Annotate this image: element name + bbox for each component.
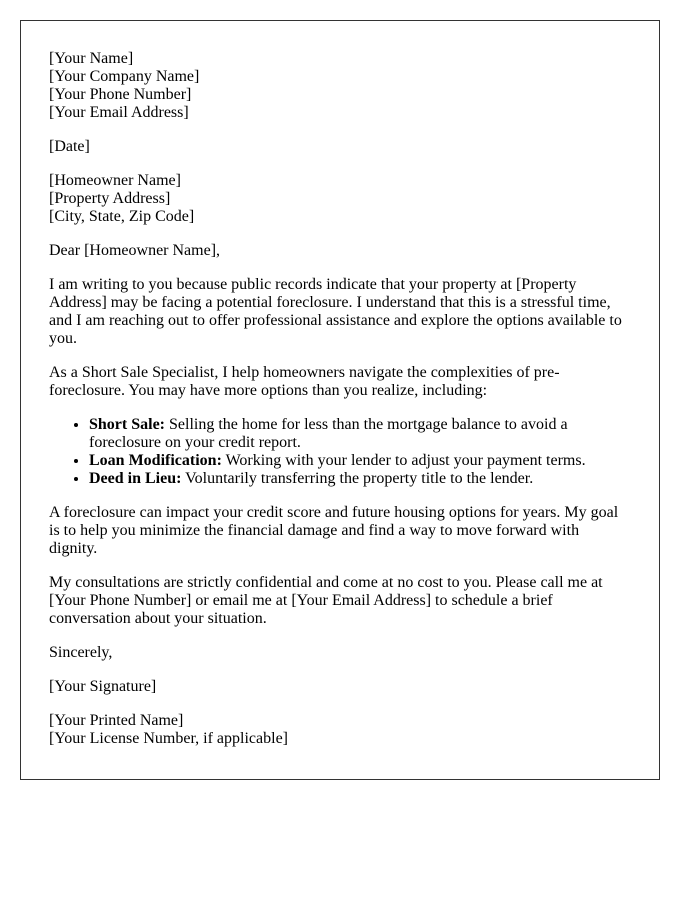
options-list <box>49 416 631 488</box>
option-description: Working with your lender to adjust your payment terms. <box>221 452 586 469</box>
sender-phone: [Your Phone Number] <box>49 86 192 103</box>
paragraph-contact: My consultations are strictly confidential and come at no cost to you. Please call me at [Your Phone Number] or email me at [Your Email Address] to schedule a brief conversation about your situation. <box>49 574 603 627</box>
license-number: [Your License Number, if applicable] <box>49 730 288 747</box>
option-item-short-sale <box>89 416 631 452</box>
signature: [Your Signature] <box>49 678 157 695</box>
option-item-deed-in-lieu <box>89 470 631 488</box>
sender-company: [Your Company Name] <box>49 68 200 85</box>
signoff-block <box>49 712 631 748</box>
option-description: Selling the home for less than the mortgage balance to avoid a foreclosure on your credit report. <box>89 416 568 451</box>
salutation: Dear [Homeowner Name], <box>49 242 221 259</box>
recipient-name: [Homeowner Name] <box>49 172 181 189</box>
closing: Sincerely, <box>49 644 113 661</box>
option-term: Deed in Lieu: <box>89 470 182 487</box>
letter-date: [Date] <box>49 138 90 155</box>
paragraph-specialist: As a Short Sale Specialist, I help homeowners navigate the complexities of pre-foreclosure. You may have more options than you realize, including: <box>49 364 560 399</box>
recipient-address: [Property Address] <box>49 190 171 207</box>
sender-email: [Your Email Address] <box>49 104 189 121</box>
recipient-city-state-zip: [City, State, Zip Code] <box>49 208 195 225</box>
option-description: Voluntarily transferring the property title to the lender. <box>181 470 534 487</box>
sender-block <box>49 50 631 122</box>
sender-name: [Your Name] <box>49 50 134 67</box>
recipient-block <box>49 172 631 226</box>
printed-name: [Your Printed Name] <box>49 712 184 729</box>
option-term: Short Sale: <box>89 416 165 433</box>
paragraph-intro: I am writing to you because public records indicate that your property at [Property Address] may be facing a potential foreclosure. I understand that this is a stressful time, and I am reaching out to offer professional assistance and explore the options available to you. <box>49 276 622 347</box>
paragraph-impact: A foreclosure can impact your credit score and future housing options for years. My goal is to help you minimize the financial damage and find a way to move forward with dignity. <box>49 504 619 557</box>
option-item-loan-modification <box>89 452 631 470</box>
option-term: Loan Modification: <box>89 452 222 469</box>
letter-page <box>20 20 660 780</box>
